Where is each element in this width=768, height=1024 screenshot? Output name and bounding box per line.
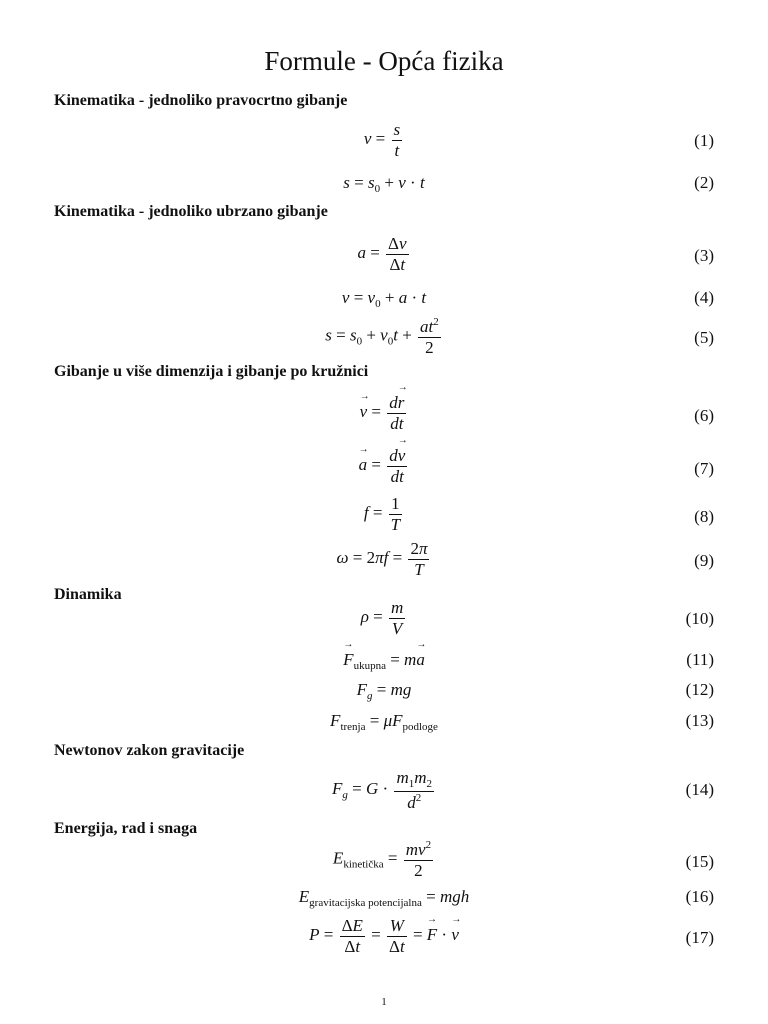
equation-13: $F_{trenja} = \mu F_{podloge}$ <box>330 711 438 733</box>
equation-9: ω = 2πf = $\frac{2\pi}{T}$ <box>336 539 428 579</box>
equation-number: (13) <box>685 711 714 730</box>
equation-number: (10) <box>685 609 714 628</box>
subscript-trenja: trenja <box>340 721 366 733</box>
equation-number: (11) <box>686 650 714 669</box>
equation-number: (7) <box>694 459 714 478</box>
page-title: Formule - Opća fizika <box>264 46 504 76</box>
equation-17: P = $\frac{\Delta E}{\Delta t}$ = $\frac{W}{\Delta t}$ = → F · → v <box>0 916 768 956</box>
equation-16: $E_{gravitacijska potencijalna}$ = mgh <box>298 887 470 909</box>
equation-2: $s = s_0 + v \cdot t$ <box>343 173 425 195</box>
equation-number: (8) <box>694 507 714 526</box>
subscript-podloge: podloge <box>402 721 438 733</box>
section-heading-kinematics-accelerated: Kinematika - jednoliko ubrzano gibanje <box>54 203 328 220</box>
equation-6: → v = $\frac{d\to r}{dt}$ <box>0 393 768 433</box>
equation-number: (17) <box>685 928 714 947</box>
equation-8: f = $\frac{1}{T}$ <box>363 494 401 534</box>
section-heading-dynamics: Dinamika <box>54 586 122 603</box>
section-heading-gravitation: Newtonov zakon gravitacije <box>54 742 245 759</box>
equation-15: $E_{kinetička}$ = $\frac{mv^2}{2}$ <box>332 839 432 880</box>
equation-number: (12) <box>685 680 714 699</box>
section-heading-multidim-motion: Gibanje u više dimenzija i gibanje po kružnici <box>54 363 369 380</box>
equation-7: → a = $\frac{d\to v}{dt}$ <box>0 446 768 486</box>
equation-10: ρ = $\frac{m}{V}$ <box>360 598 404 638</box>
equation-12: $F_g$ = mg <box>356 680 412 702</box>
subscript-ukupna: ukupna <box>353 660 386 672</box>
section-heading-kinematics-uniform: Kinematika - jednoliko pravocrtno gibanje <box>54 92 348 109</box>
equation-14: $F_g = G$ · $\frac{m_1m_2}{d^2}$ <box>332 768 432 812</box>
equation-number: (14) <box>685 780 714 799</box>
equation-number: (3) <box>694 246 714 265</box>
equation-3: a = $\frac{\Delta v}{\Delta t}$ <box>357 234 407 274</box>
subscript-kineticka: kinetička <box>343 858 384 871</box>
equation-number: (1) <box>694 131 714 150</box>
equation-number: (5) <box>694 328 714 347</box>
section-heading-energy: Energija, rad i snaga <box>54 820 198 837</box>
equation-number: (15) <box>685 852 714 871</box>
equation-number: (2) <box>694 173 714 192</box>
equation-5: $s = s_0 + v_0t$ + $\frac{at^2}{2}$ <box>325 316 439 357</box>
equation-number: (9) <box>694 551 714 570</box>
equation-4: $v = v_0 + a \cdot t$ <box>341 288 427 310</box>
equation-number: (16) <box>685 887 714 906</box>
equation-number: (4) <box>694 288 714 307</box>
equation-number: (6) <box>694 406 714 425</box>
page-number: 1 <box>381 996 387 1008</box>
equation-1: v = $\frac{s}{t}$ <box>363 120 401 160</box>
equation-11: → $F_{ukupna} = m\to a$ <box>0 650 768 672</box>
subscript-gravitacijska-potencijalna: gravitacijska potencijalna <box>309 897 422 909</box>
